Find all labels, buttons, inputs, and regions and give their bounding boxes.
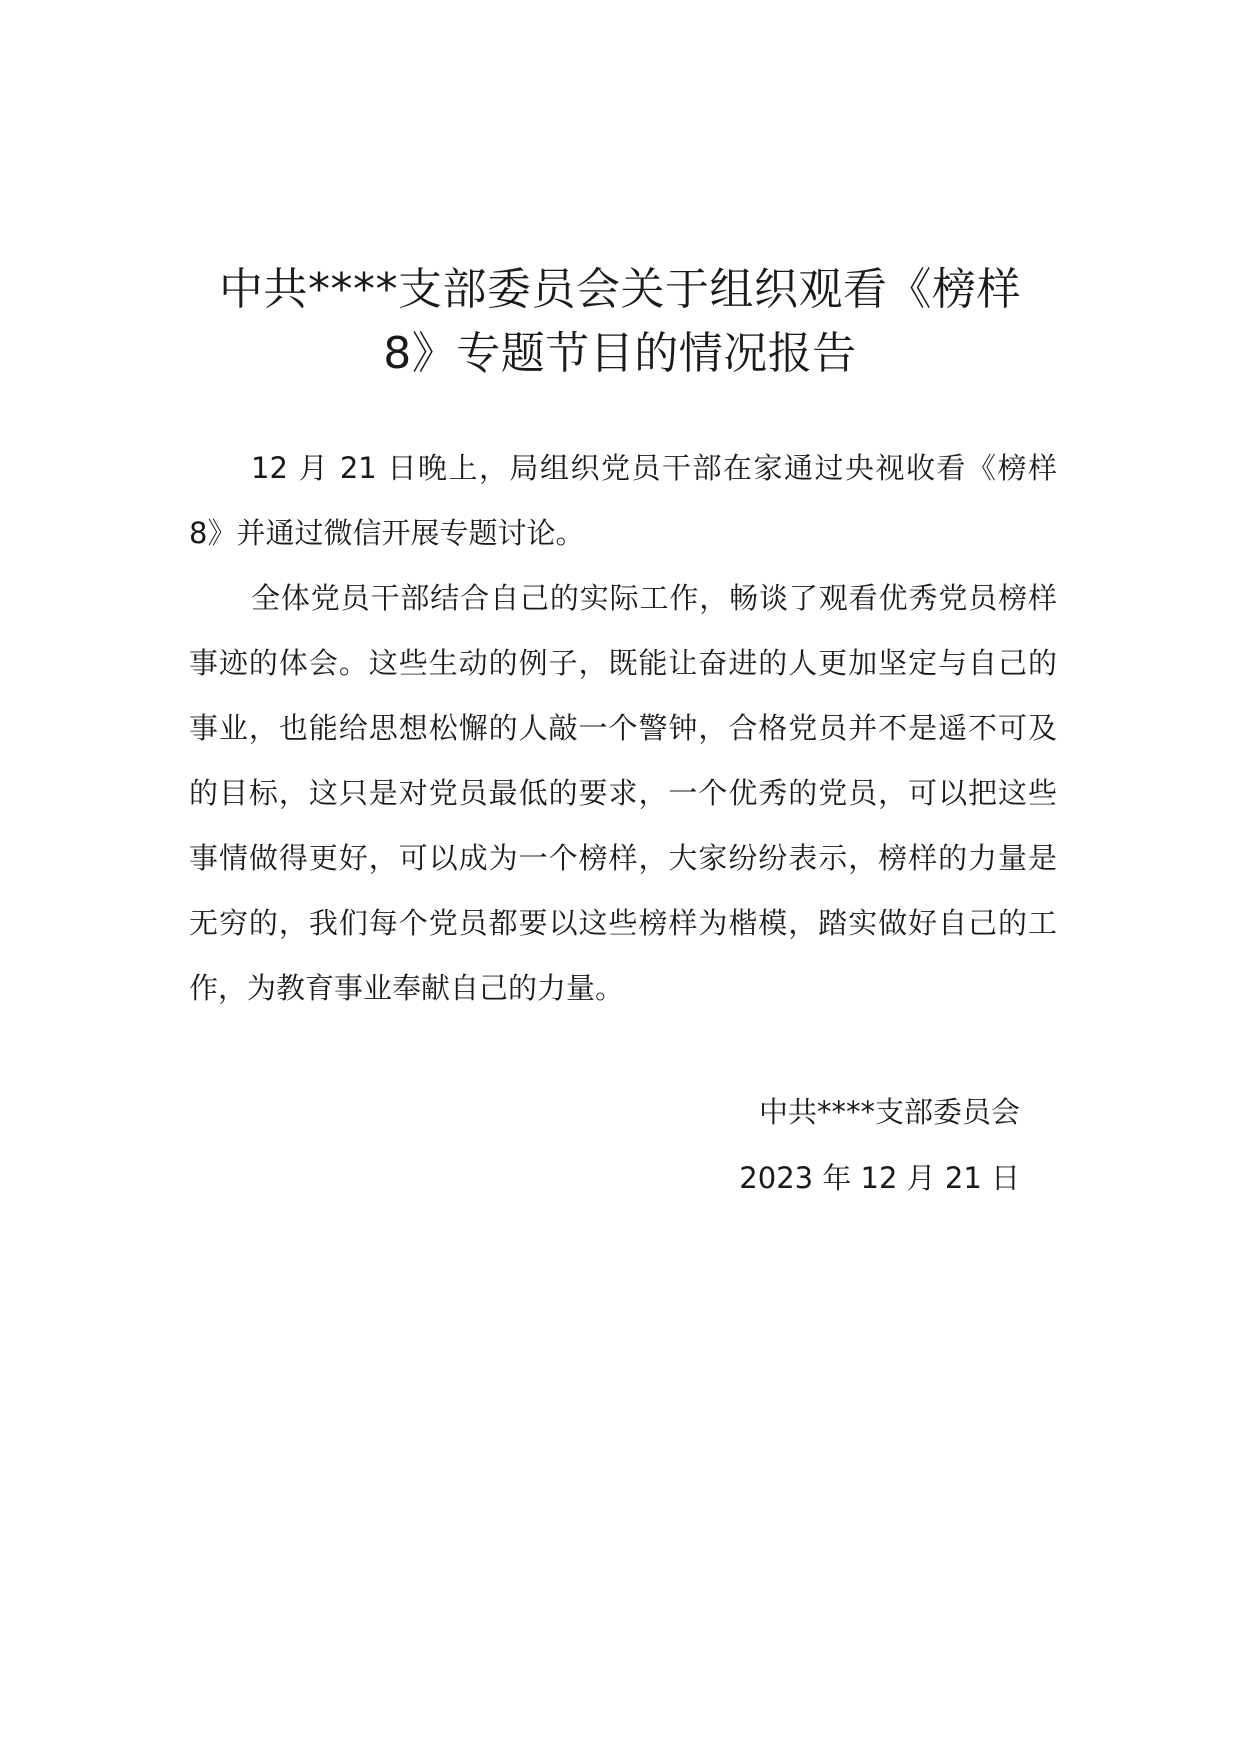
signature-date: 2023 年 12 月 21 日	[739, 1161, 1020, 1195]
paragraph-1: 12 月 21 日晚上，局组织党员干部在家通过央视收看《榜样 8》并通过微信开展专题讨论。	[189, 451, 1057, 550]
title-line-1: 中共****支部委员会关于组织观看《榜样	[219, 264, 1021, 315]
signature-organization: 中共****支部委员会	[758, 1095, 1020, 1129]
paragraph-2: 全体党员干部结合自己的实际工作，畅谈了观看优秀党员榜样事迹的体会。这些生动的例子，既能让奋进的人更加坚定与自己的事业，也能给思想松懈的人敲一个警钟，合格党员并不是遥不可及的目标，这只是对党员最低的要求，一个优秀的党员，可以把这些事情做得更好，可以成为一个榜样，大家纷纷表示，榜样的力量是无穷的，我们每个党员都要以这些榜样为楷模，踏实做好自己的工作，为教育事业奉献自己的力量。	[189, 581, 1057, 1005]
title-line-2: 8》专题节目的情况报告	[383, 328, 857, 379]
document-title	[190, 258, 1050, 386]
document-body	[189, 436, 1057, 1021]
